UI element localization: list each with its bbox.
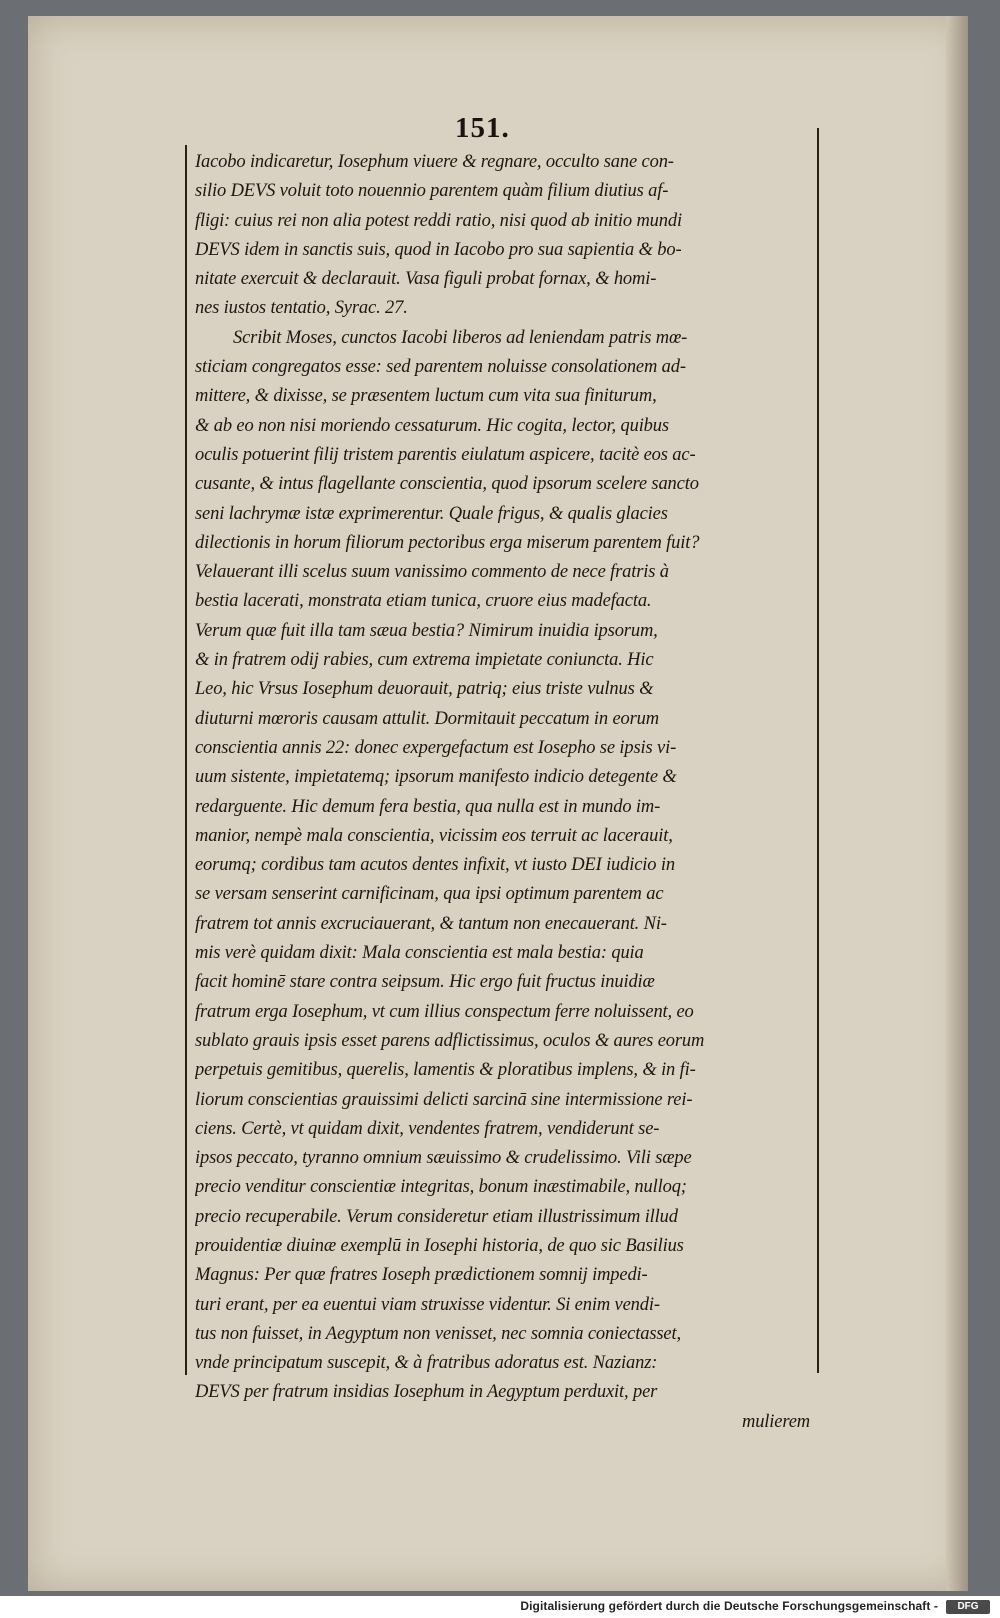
left-margin-rule (185, 145, 187, 1375)
text-line: fratrem tot annis excruciauerant, & tantum non enecauerant. Ni- (195, 913, 667, 934)
text-line: DEVS idem in sanctis suis, quod in Iacobo pro sua sapientia & bo- (195, 239, 682, 260)
footer-bar (0, 1596, 1000, 1618)
text-line: fligi: cuius rei non alia potest reddi ratio, nisi quod ab initio mundi (195, 210, 682, 231)
text-line: mittere, & dixisse, se præsentem luctum cum vita sua finiturum, (195, 386, 657, 407)
text-line: precio recuperabile. Verum consideretur etiam illustrissimum illud (195, 1206, 678, 1227)
text-line: ciens. Certè, vt quidam dixit, vendentes fratrem, vendiderunt se- (195, 1118, 660, 1139)
text-line: diuturni mœroris causam attulit. Dormitauit peccatum in eorum (195, 708, 659, 729)
text-line: turi erant, per ea euentui viam struxisse videntur. Si enim vendi- (195, 1294, 660, 1315)
text-line: se versam senserint carnificinam, qua ipsi optimum parentem ac (195, 884, 664, 905)
text-line: manior, nempè mala conscientia, vicissim eos terruit ac lacerauit, (195, 825, 673, 846)
text-line: & ab eo non nisi moriendo cessaturum. Hic cogita, lector, quibus (195, 415, 669, 436)
text-line: & in fratrem odij rabies, cum extrema impietate coniuncta. Hic (195, 650, 654, 671)
text-line: perpetuis gemitibus, querelis, lamentis & ploratibus implens, & in fi- (195, 1060, 696, 1081)
text-line: dilectionis in horum filiorum pectoribus erga miserum parentem fuit? (195, 532, 700, 553)
text-line: Velauerant illi scelus suum vanissimo commento de nece fratris à (195, 562, 669, 583)
text-line: DEVS per fratrum insidias Iosephum in Aegyptum perduxit, per (195, 1382, 658, 1403)
body-text (195, 148, 820, 1437)
text-line: facit hominē stare contra seipsum. Hic ergo fuit fructus inuidiæ (195, 972, 655, 993)
text-line: liorum conscientias grauissimi delicti sarcinā sine intermissione rei- (195, 1089, 693, 1110)
text-line: vnde principatum suscepit, & à fratribus adoratus est. Nazianz: (195, 1353, 658, 1374)
text-line: uum sistente, impietatemq; ipsorum manifesto indicio detegente & (195, 767, 677, 788)
text-line: sticiam congregatos esse: sed parentem noluisse consolationem ad- (195, 357, 686, 378)
paragraph-start-line: Scribit Moses, cunctos Iacobi liberos ad leniendam patris mœ- (233, 327, 688, 348)
text-line: prouidentiæ diuinæ exemplū in Iosephi historia, de quo sic Basilius (195, 1235, 684, 1256)
text-line: seni lachrymæ istæ exprimerentur. Quale frigus, & qualis glacies (195, 503, 668, 524)
text-line: Iacobo indicaretur, Iosephum viuere & regnare, occulto sane con- (195, 152, 674, 172)
page-gutter-shadow (946, 16, 968, 1591)
text-line: nitate exercuit & declarauit. Vasa figuli probat fornax, & homi- (195, 269, 657, 290)
text-line: cusante, & intus flagellante conscientia, quod ipsorum scelere sancto (195, 474, 699, 495)
funding-credit: Digitalisierung gefördert durch die Deutsche Forschungsgemeinschaft - (520, 1599, 938, 1613)
text-line: oculis potuerint filij tristem parentis eiulatum aspicere, tacitè eos ac- (195, 444, 696, 465)
text-line: tus non fuisset, in Aegyptum non venisset, nec somnia coniectasset, (195, 1323, 681, 1344)
dfg-logo: DFG (946, 1600, 990, 1614)
text-line: Magnus: Per quæ fratres Ioseph prædictionem somnij impedi- (195, 1265, 648, 1286)
page-number: 151. (455, 112, 510, 144)
text-line: fratrum erga Iosephum, vt cum illius conspectum ferre noluissent, eo (195, 1001, 694, 1022)
text-line: Leo, hic Vrsus Iosephum deuorauit, patriq; eius triste vulnus & (195, 679, 654, 700)
text-line: Verum quæ fuit illa tam sæua bestia? Nimirum inuidia ipsorum, (195, 620, 658, 641)
text-line: bestia lacerati, monstrata etiam tunica, cruore eius madefacta. (195, 591, 652, 612)
text-line: nes iustos tentatio, Syrac. 27. (195, 298, 408, 319)
text-line: mis verè quidam dixit: Mala conscientia est mala bestia: quia (195, 943, 644, 964)
text-line: silio DEVS voluit toto nouennio parentem quàm filium diutius af- (195, 181, 669, 202)
catchword: mulierem (742, 1411, 810, 1432)
text-line: conscientia annis 22: donec expergefactum est Iosepho se ipsis vi- (195, 737, 677, 758)
text-line: sublato grauis ipsis esset parens adflictissimus, oculos & aures eorum (195, 1030, 705, 1051)
text-line: precio venditur conscientiæ integritas, bonum inæstimabile, nulloq; (195, 1177, 687, 1198)
text-line: eorumq; cordibus tam acutos dentes infixit, vt iusto DEI iudicio in (195, 855, 675, 876)
text-line: ipsos peccato, tyranno omnium sæuissimo & crudelissimo. Vili sæpe (195, 1148, 692, 1169)
text-line: redarguente. Hic demum fera bestia, qua nulla est in mundo im- (195, 796, 661, 817)
